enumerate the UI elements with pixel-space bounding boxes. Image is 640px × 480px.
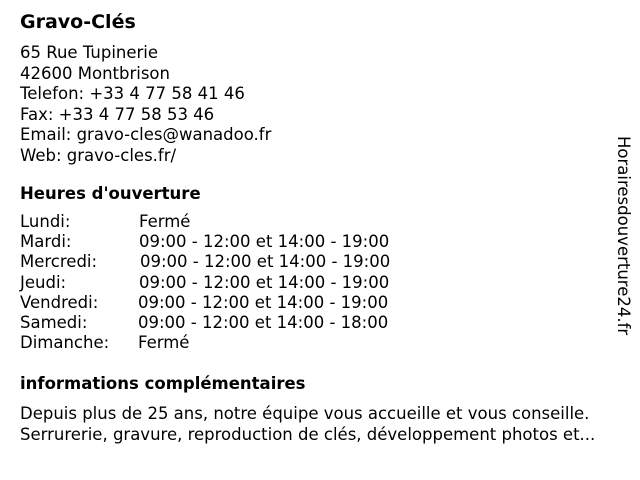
info-line: Depuis plus de 25 ans, notre équipe vous accueille et vous conseille.: [20, 404, 590, 423]
site-watermark: Horairesdouverture24.fr: [614, 136, 633, 336]
day-hours: 09:00 - 12:00 et 14:00 - 19:00: [138, 292, 389, 312]
business-name: Gravo-Clés: [20, 11, 136, 33]
email-line[interactable]: Email: gravo-cles@wanadoo.fr: [20, 125, 272, 145]
info-text: [20, 403, 595, 445]
day-hours: 09:00 - 12:00 et 14:00 - 19:00: [139, 272, 390, 292]
hours-heading: Heures d'ouverture: [20, 184, 201, 203]
web-line[interactable]: Web: gravo-cles.fr/: [20, 145, 177, 165]
phone-line[interactable]: Telefon: +33 4 77 58 41 46: [20, 84, 245, 104]
contact-block: [20, 43, 271, 167]
info-line: Serrurerie, gravure, reproduction de clés, développement photos et...: [20, 425, 596, 444]
address-street: 65 Rue Tupinerie: [20, 43, 159, 62]
day-label: Lundi:: [20, 212, 71, 231]
address-city: 42600 Montbrison: [20, 63, 170, 83]
day-label: Samedi:: [20, 312, 88, 332]
day-hours: Fermé: [139, 212, 191, 231]
day-label: Jeudi:: [20, 272, 67, 292]
day-label: Mercredi:: [20, 252, 98, 272]
info-heading: informations complémentaires: [20, 374, 306, 393]
day-label: Vendredi:: [20, 292, 99, 312]
day-label: Dimanche:: [20, 333, 110, 353]
fax-line: Fax: +33 4 77 58 53 46: [20, 104, 215, 124]
day-hours: Fermé: [138, 333, 190, 353]
day-hours: 09:00 - 12:00 et 14:00 - 18:00: [138, 312, 389, 332]
day-label: Mardi:: [20, 232, 72, 252]
day-hours: 09:00 - 12:00 et 14:00 - 19:00: [140, 252, 391, 272]
day-hours: 09:00 - 12:00 et 14:00 - 19:00: [139, 232, 390, 252]
